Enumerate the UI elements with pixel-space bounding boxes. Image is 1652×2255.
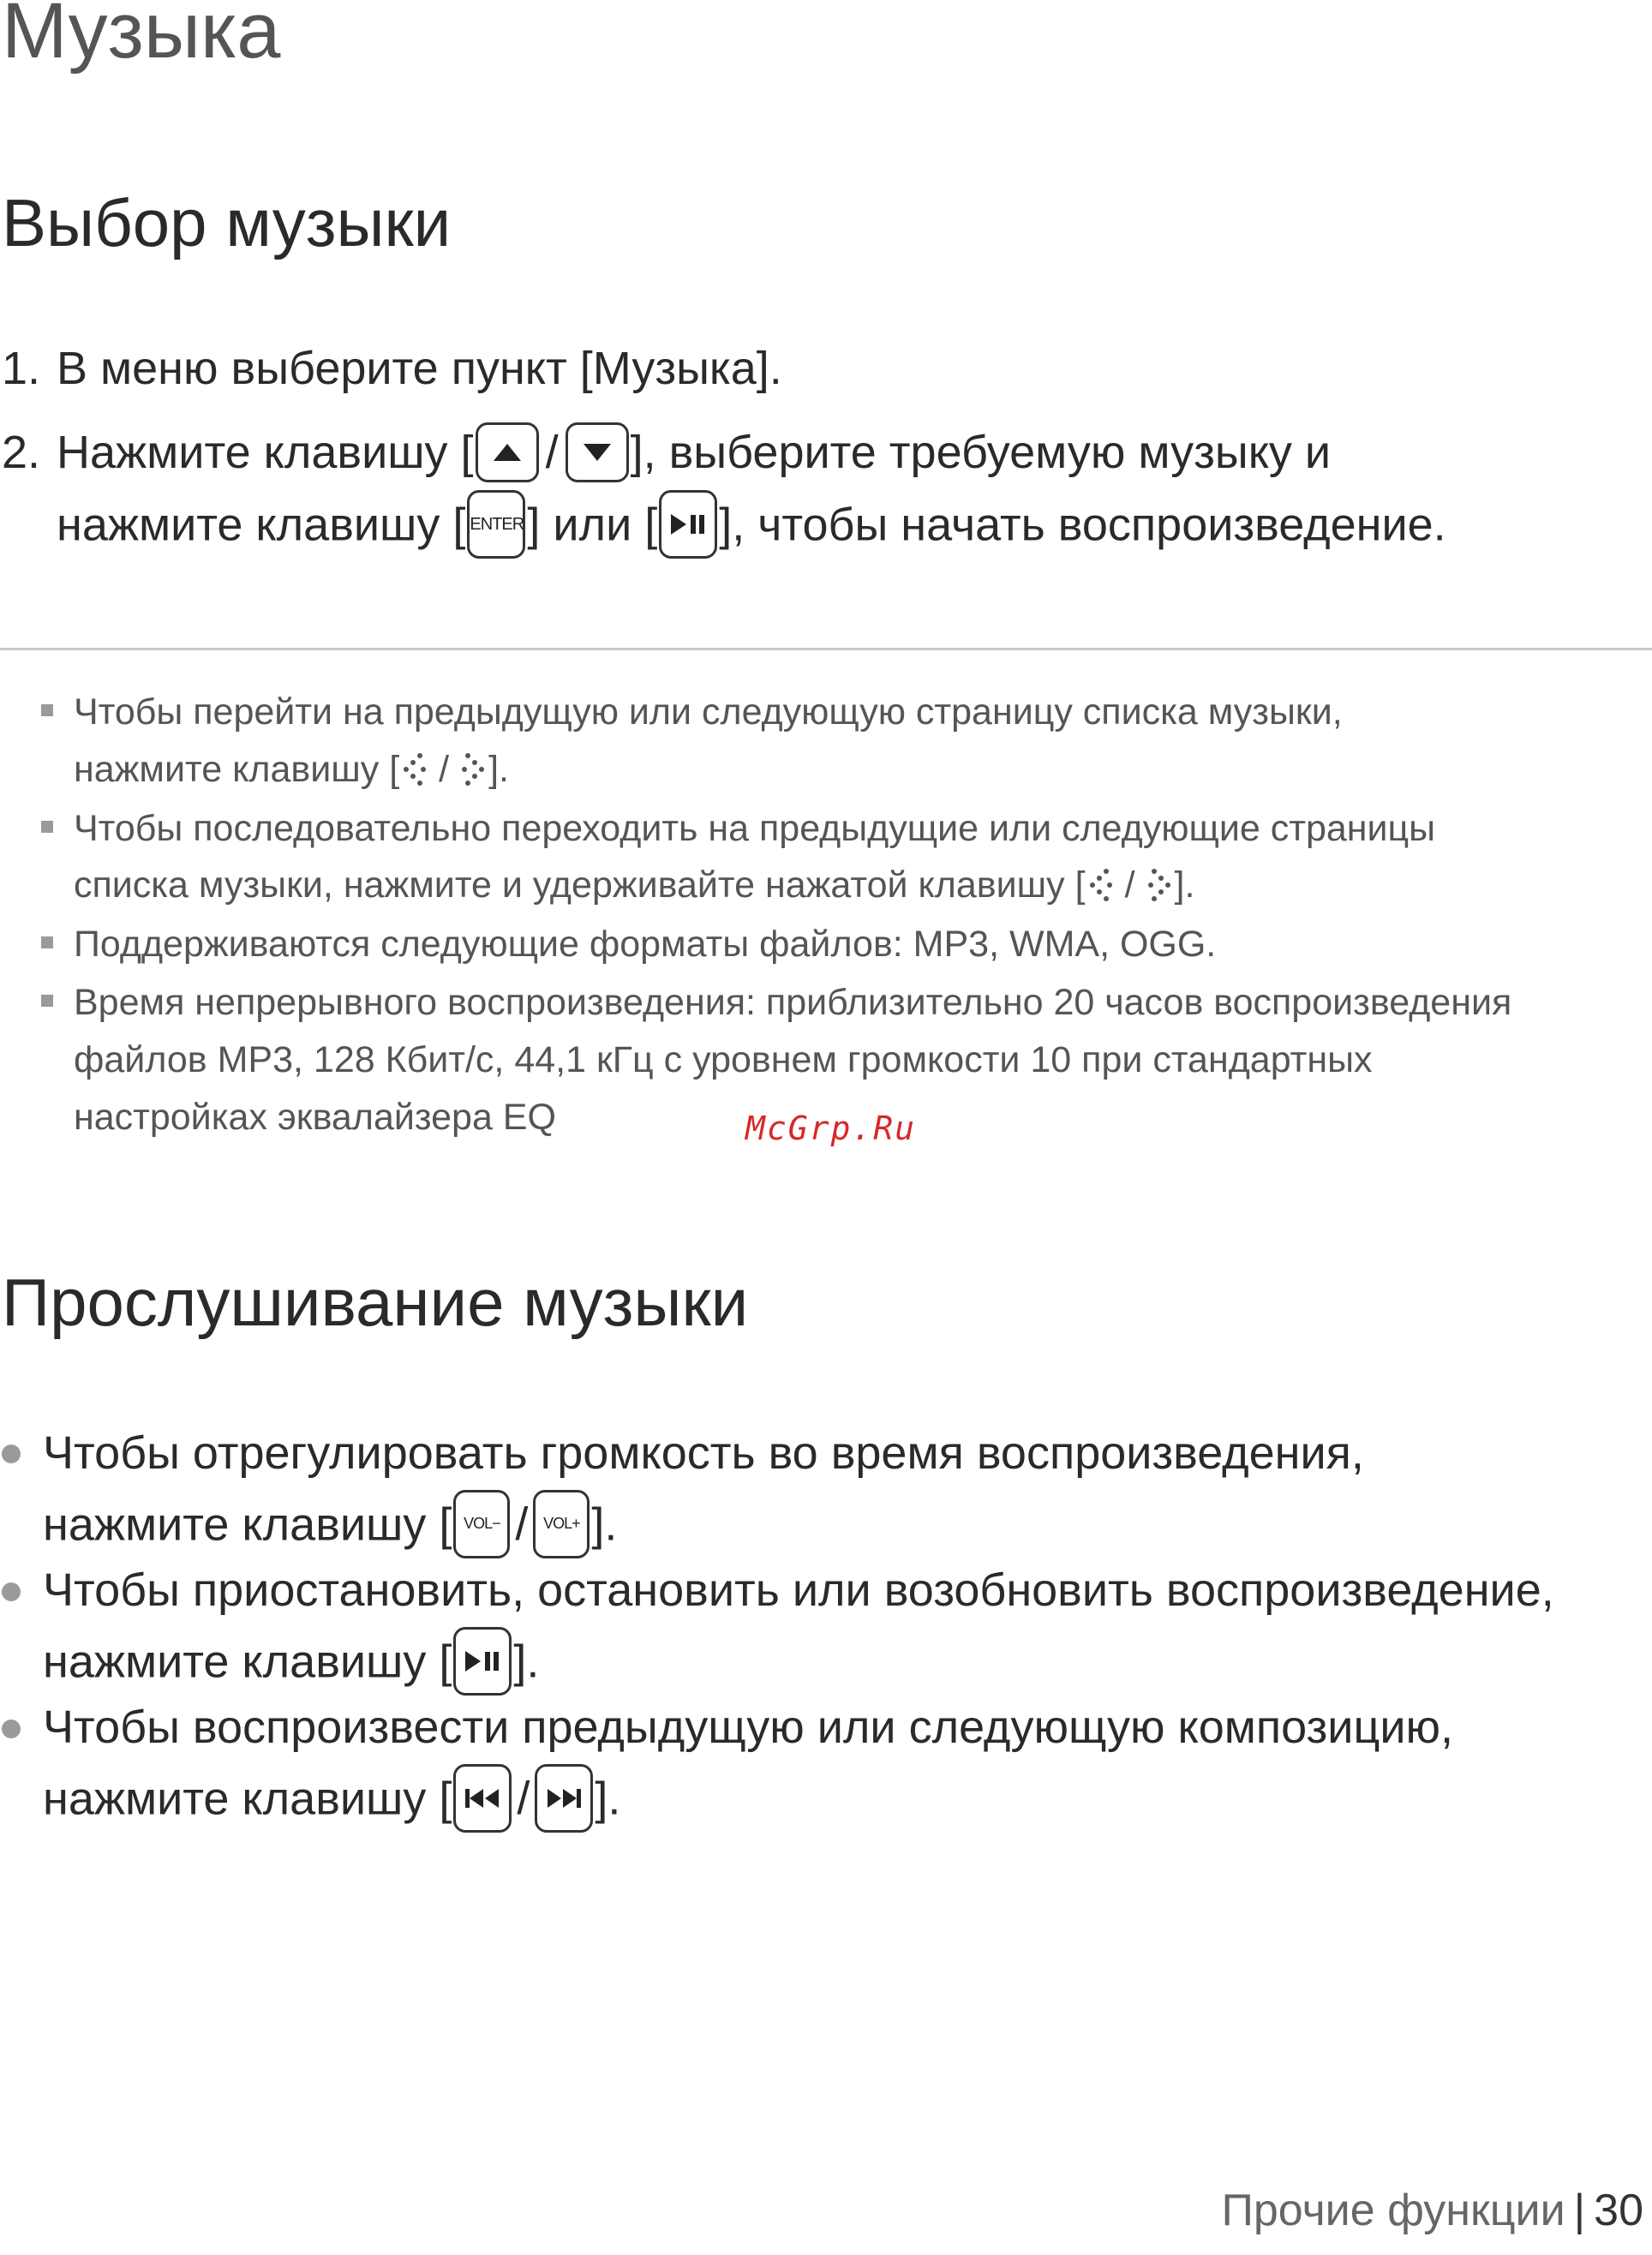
step-2-line-2 xyxy=(57,493,1446,562)
watermark: McGrp.Ru xyxy=(745,1110,917,1147)
down-key-icon xyxy=(566,422,629,482)
note-4-line-2: файлов MP3, 128 Кбит/с, 44,1 кГц с уровнем громкости 10 при стандартных xyxy=(74,1039,1373,1080)
note-bullet xyxy=(41,821,53,833)
step-number: 1. xyxy=(2,343,41,394)
step-text: ] или [ xyxy=(527,499,658,551)
previous-track-key-icon xyxy=(453,1764,512,1833)
slash-separator: / xyxy=(517,1773,530,1825)
section-heading-select-music: Выбор музыки xyxy=(2,185,452,260)
enter-key-label: ENTER xyxy=(470,515,524,534)
item-text: нажмите клавишу [ xyxy=(43,1636,452,1688)
volume-down-label: VOL− xyxy=(464,1515,500,1533)
play-pause-key-icon xyxy=(659,490,717,559)
next-page-icon xyxy=(456,751,488,787)
note-text: списка музыки, нажмите и удерживайте нажатой клавишу [ xyxy=(74,864,1086,906)
footer-separator: | xyxy=(1573,2186,1586,2235)
item-text: ]. xyxy=(595,1773,621,1825)
note-2-line-1: Чтобы последовательно переходить на предыдущие или следующие страницы xyxy=(74,808,1436,849)
note-4-line-1: Время непрерывного воспроизведения: приблизительно 20 часов воспроизведения xyxy=(74,982,1512,1023)
note-1-line-2 xyxy=(74,748,509,793)
page-number: 30 xyxy=(1594,2186,1643,2235)
slash-separator: / xyxy=(515,1498,529,1551)
up-key-icon xyxy=(476,422,539,482)
note-2-line-2 xyxy=(74,864,1194,908)
volume-up-label: VOL+ xyxy=(543,1515,580,1533)
item-text: ]. xyxy=(591,1498,618,1551)
step-text: ], чтобы начать воспроизведение. xyxy=(719,499,1446,551)
note-text: нажмите клавишу [ xyxy=(74,749,400,790)
volume-up-key-icon xyxy=(533,1490,590,1558)
step-number: 2. xyxy=(2,427,41,478)
list-bullet xyxy=(2,1720,21,1738)
next-track-key-icon xyxy=(535,1764,593,1833)
volume-down-key-icon xyxy=(453,1490,510,1558)
item-1-line-2 xyxy=(43,1493,617,1562)
next-page-icon xyxy=(1142,866,1175,902)
step-text: нажмите клавишу [ xyxy=(57,499,466,551)
item-2-line-1: Чтобы приостановить, остановить или возобновить воспроизведение, xyxy=(43,1564,1554,1616)
note-text: ]. xyxy=(488,749,509,790)
item-text: нажмите клавишу [ xyxy=(43,1498,452,1551)
page-title: Музыка xyxy=(2,0,281,75)
step-text: Нажмите клавишу [ xyxy=(57,427,474,478)
note-4-line-3: настройках эквалайзера EQ xyxy=(74,1097,556,1138)
page-footer xyxy=(1222,2185,1643,2236)
item-3-line-1: Чтобы воспроизвести предыдущую или следующую композицию, xyxy=(43,1702,1454,1753)
item-3-line-2 xyxy=(43,1768,620,1836)
divider xyxy=(0,648,1652,650)
step-text: ], выберите требуемую музыку и xyxy=(630,427,1332,478)
list-bullet xyxy=(2,1445,21,1463)
step-2-line-1 xyxy=(2,425,1331,486)
prev-page-icon xyxy=(1086,866,1118,902)
enter-key-icon xyxy=(467,490,525,559)
prev-page-icon xyxy=(399,751,432,787)
note-bullet xyxy=(41,995,53,1007)
item-text: ]. xyxy=(513,1636,540,1688)
item-1-line-1: Чтобы отрегулировать громкость во время воспроизведения, xyxy=(43,1427,1364,1479)
item-text: нажмите клавишу [ xyxy=(43,1773,452,1825)
footer-section-label: Прочие функции xyxy=(1221,2186,1565,2235)
play-pause-key-icon xyxy=(453,1627,512,1696)
slash-separator: / xyxy=(545,427,559,478)
slash-separator: / xyxy=(439,749,450,790)
note-bullet xyxy=(41,704,53,716)
note-1-line-1: Чтобы перейти на предыдущую или следующую страницу списка музыки, xyxy=(74,691,1343,733)
note-bullet xyxy=(41,936,53,948)
list-bullet xyxy=(2,1582,21,1601)
item-2-line-2 xyxy=(43,1630,539,1699)
section-heading-listen-music: Прослушивание музыки xyxy=(2,1265,749,1340)
note-text: ]. xyxy=(1174,864,1195,906)
step-text: В меню выберите пункт [Музыка]. xyxy=(57,343,782,394)
slash-separator: / xyxy=(1124,864,1135,906)
note-3-line-1: Поддерживаются следующие форматы файлов: MP3, WMA, OGG. xyxy=(74,924,1217,965)
step-1 xyxy=(2,341,782,397)
